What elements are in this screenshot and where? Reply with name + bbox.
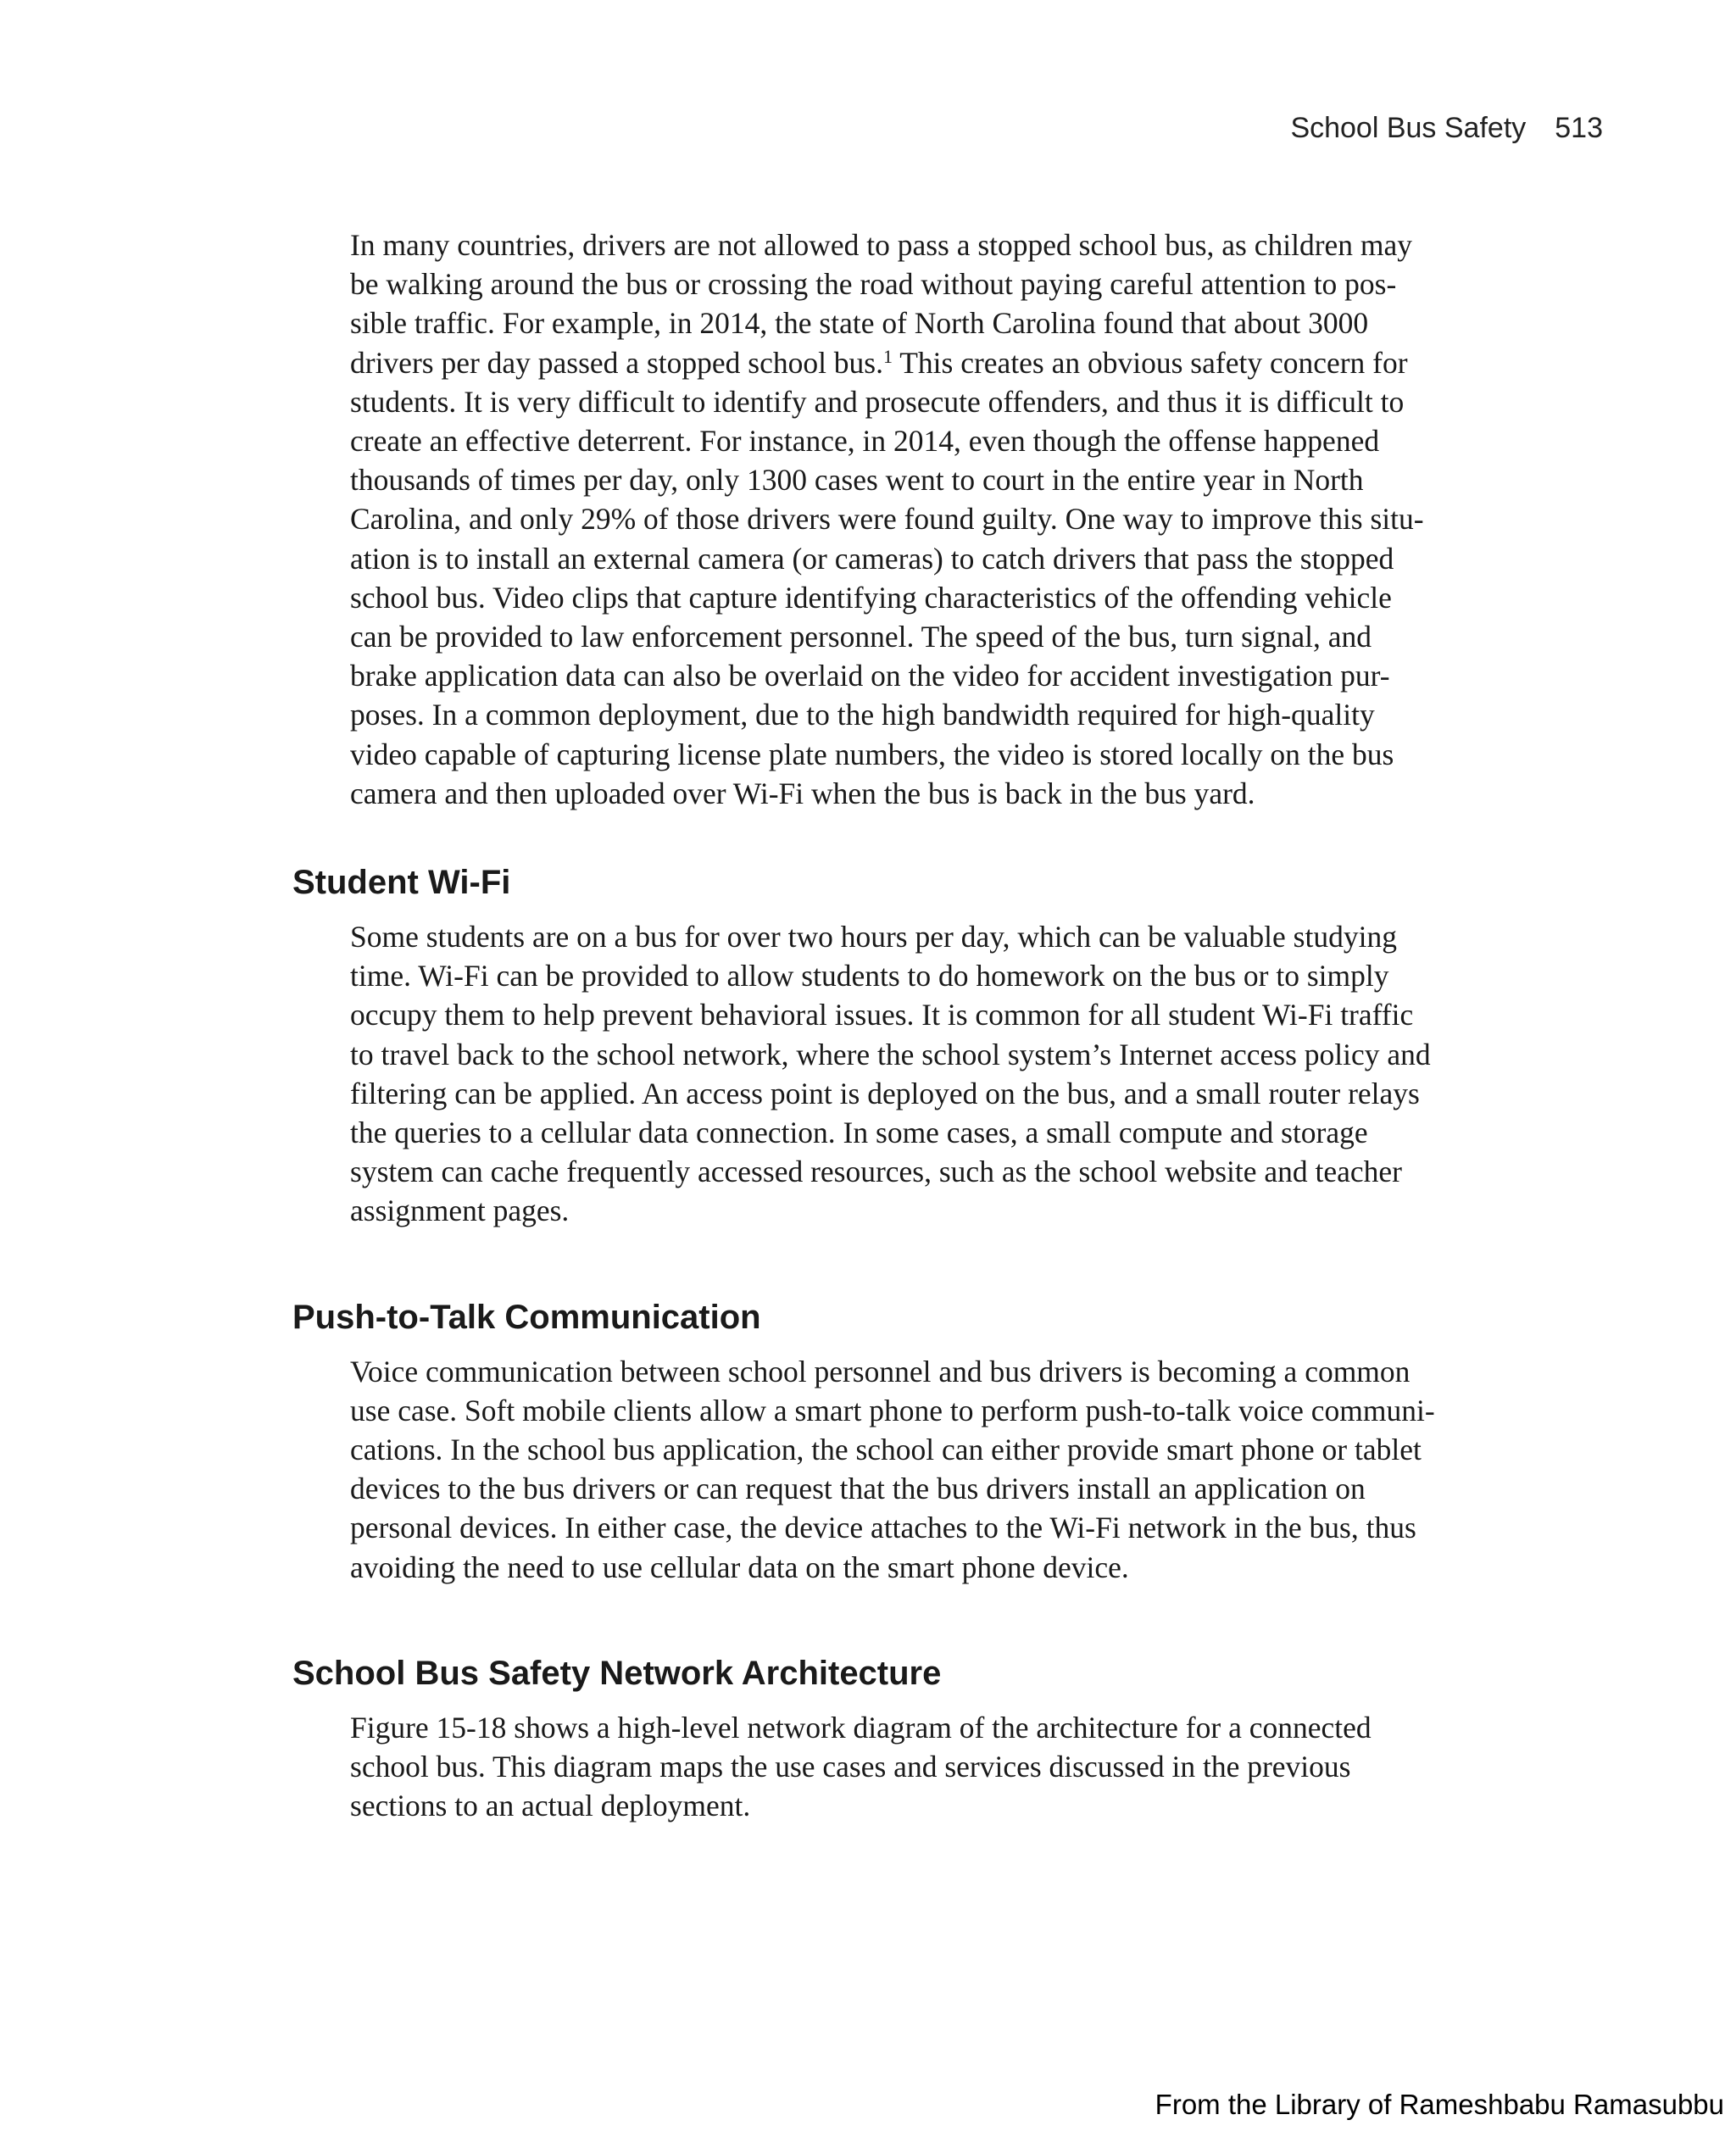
text-line: cations. In the school bus application, the school can either provide smart phone or tablet [350, 1433, 1422, 1467]
text-line: school bus. Video clips that capture identifying characteristics of the offending vehicle [350, 580, 1392, 615]
page-content [292, 225, 1496, 1826]
text-line: students. It is very difficult to identify and prosecute offenders, and thus it is difficult to [350, 384, 1405, 419]
architecture-paragraph [350, 1708, 1500, 1826]
text-line: avoiding the need to use cellular data on the smart phone device. [350, 1550, 1129, 1584]
text-line: poses. In a common deployment, due to the high bandwidth required for high-quality [350, 698, 1375, 732]
text-line: use case. Soft mobile clients allow a smart phone to perform push-to-talk voice communi- [350, 1393, 1435, 1427]
text-line: the queries to a cellular data connection. In some cases, a small compute and storage [350, 1116, 1368, 1150]
text-line: Figure 15-18 shows a high-level network diagram of the architecture for a connected [350, 1710, 1372, 1745]
library-footer: From the Library of Rameshbabu Ramasubbu [1155, 2089, 1724, 2120]
intro-paragraph [350, 225, 1500, 813]
text-line: Carolina, and only 29% of those drivers were found guilty. One way to improve this situ- [350, 502, 1424, 537]
footnote-ref: 1 [883, 345, 893, 367]
text-line: thousands of times per day, only 1300 cases went to court in the entire year in North [350, 463, 1364, 498]
text-line: assignment pages. [350, 1194, 570, 1228]
section-heading-push-to-talk: Push-to-Talk Communication [292, 1298, 761, 1336]
text-line: devices to the bus drivers or can request that the bus drivers install an application on [350, 1472, 1366, 1506]
text-line: In many countries, drivers are not allowed to pass a stopped school bus, as children may [350, 228, 1413, 262]
text-line: system can cache frequently accessed resources, such as the school website and teacher [350, 1155, 1402, 1189]
text-line: video capable of capturing license plate numbers, the video is stored locally on the bus [350, 737, 1394, 771]
text-line: sible traffic. For example, in 2014, the state of North Carolina found that about 3000 [350, 306, 1369, 341]
running-head [1290, 112, 1603, 145]
student-wifi-paragraph [350, 917, 1500, 1231]
text-segment: drivers per day passed a stopped school bus. [350, 345, 883, 380]
text-line: school bus. This diagram maps the use cases and services discussed in the previous [350, 1750, 1351, 1784]
text-line: occupy them to help prevent behavioral issues. It is common for all student Wi-Fi traffic [350, 998, 1414, 1032]
page-number: 513 [1555, 112, 1603, 144]
text-line: filtering can be applied. An access point is deployed on the bus, and a small router relays [350, 1076, 1420, 1110]
text-line: personal devices. In either case, the device attaches to the Wi-Fi network in the bus, thus [350, 1511, 1416, 1545]
text-line: Some students are on a bus for over two hours per day, which can be valuable studying [350, 920, 1397, 954]
text-line: ation is to install an external camera (or cameras) to catch drivers that pass the stopped [350, 541, 1394, 576]
text-line [350, 343, 1500, 382]
text-line: create an effective deterrent. For instance, in 2014, even though the offense happened [350, 424, 1380, 459]
section-heading-student-wifi: Student Wi-Fi [292, 864, 511, 902]
text-line: Voice communication between school personnel and bus drivers is becoming a common [350, 1354, 1410, 1388]
section-heading-architecture: School Bus Safety Network Architecture [292, 1654, 942, 1692]
text-segment: This creates an obvious safety concern for [893, 345, 1408, 380]
text-line: sections to an actual deployment. [350, 1789, 751, 1823]
text-line: be walking around the bus or crossing the road without paying careful attention to pos- [350, 267, 1397, 302]
text-line: time. Wi-Fi can be provided to allow students to do homework on the bus or to simply [350, 959, 1389, 993]
push-to-talk-paragraph [350, 1352, 1500, 1587]
running-title: School Bus Safety [1290, 112, 1527, 144]
text-line: can be provided to law enforcement personnel. The speed of the bus, turn signal, and [350, 620, 1372, 654]
text-line: brake application data can also be overlaid on the video for accident investigation pur- [350, 659, 1390, 693]
text-line: camera and then uploaded over Wi-Fi when the bus is back in the bus yard. [350, 776, 1255, 810]
text-line: to travel back to the school network, where the school system’s Internet access policy and [350, 1037, 1431, 1071]
